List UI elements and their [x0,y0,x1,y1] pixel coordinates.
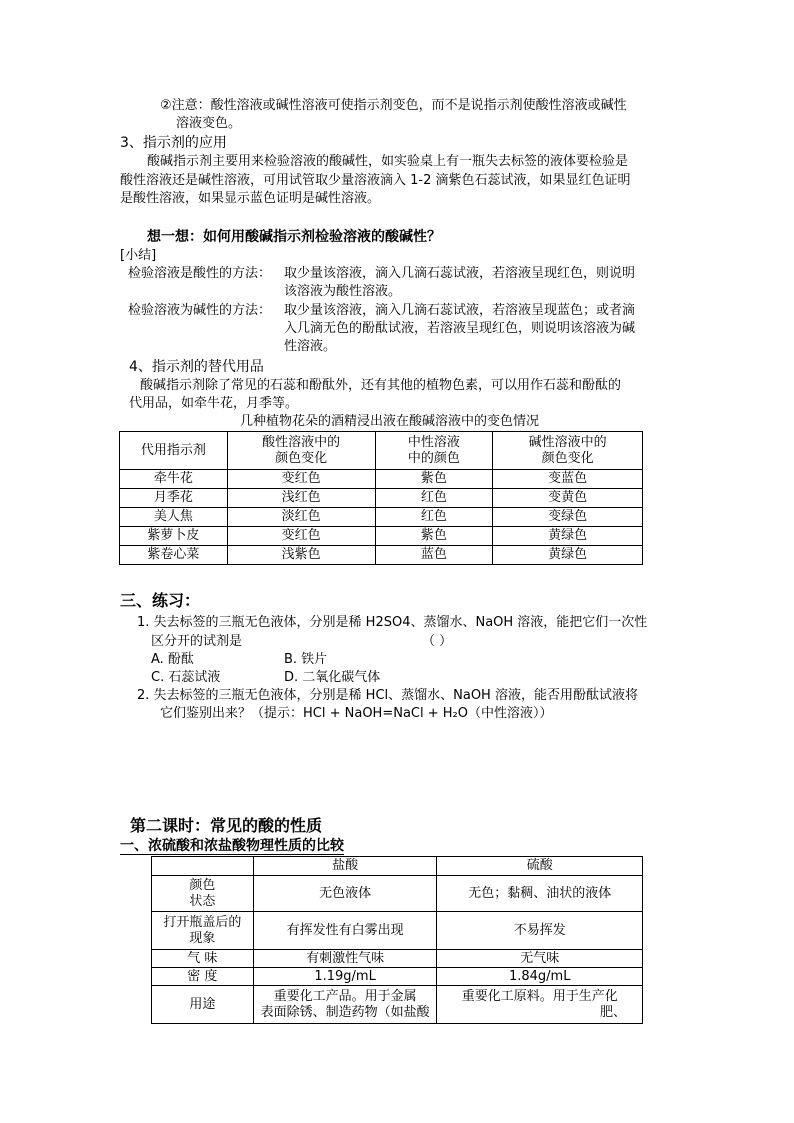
substitutes-line-1: 酸碱指示剂除了常见的石蕊和酚酞外，还有其他的植物色素，可以用作石蕊和酚酞的 [140,378,622,393]
summary-tag: [小结] [120,248,157,263]
question-2-line-1: 2. 失去标签的三瓶无色液体，分别是稀 HCl、蒸馏水、NaOH 溶液，能否用酚酞试液将 [137,688,638,703]
option-c: C. 石蕊试液 [151,670,221,685]
table1-caption: 几种植物花朵的酒精浸出液在酸碱溶液中的变色情况 [240,414,540,429]
table-cell: 淡红色 [227,508,375,527]
header-text: 碱性溶液中的 [528,434,607,450]
table-cell: 美人焦 [120,508,228,527]
table-cell: 1.84g/mL [437,968,643,986]
substitutes-line-2: 代用品，如牵牛花，月季等。 [129,396,299,411]
table-cell: 1.19g/mL [253,968,437,986]
acid-method-line-1: 取少量该溶液，滴入几滴石蕊试液，若溶液呈现红色，则说明 [284,266,636,281]
row-label-text: 状态 [189,893,216,909]
header-text: 代用指示剂 [140,442,206,458]
table-cell [437,986,643,1024]
note-line-2 [176,115,241,133]
heading-indicator-application: 3、指示剂的应用 [120,135,227,151]
use-text: 重要化工原料。用于生产化 [461,988,618,1004]
table1-header-cell [120,432,228,470]
table-row [120,489,643,508]
header-text: 中的颜色 [407,450,460,466]
table-row [152,968,643,986]
lesson2-subtitle-text: 一、浓硫酸和浓盐酸物理性质的比较 [120,838,344,854]
table-row [120,527,643,546]
table1-header-cell [375,432,493,470]
table-row [152,986,643,1024]
question-1-line-2: 区分开的试剂是 [151,634,243,649]
table-cell: 黄绿色 [493,527,643,546]
table-cell: 无色；黏稠、油状的液体 [437,876,643,912]
header-text: 颜色变化 [541,450,594,466]
lesson2-subtitle [120,837,344,855]
table-cell: 黄绿色 [493,546,643,565]
table-cell: 蓝色 [375,546,493,565]
table2-header-h2so4: 硫酸 [437,857,643,876]
option-d: D. 二氧化碳气体 [284,670,381,685]
table-row [120,470,643,489]
table-cell: 变蓝色 [493,470,643,489]
table-cell: 变黄色 [493,489,643,508]
lesson2-title: 第二课时：常见的酸的性质 [130,816,323,835]
acid-method-line-2: 该溶液为酸性溶液。 [284,284,402,299]
header-text: 中性溶液 [407,434,460,450]
table-cell [253,986,437,1024]
header-text: 颜色变化 [275,450,328,466]
note-line-1: ②注意：酸性溶液或碱性溶液可使指示剂变色，而不是说指示剂使酸性溶液或碱性 [160,98,627,113]
base-method-line-1: 取少量该溶液，滴入几滴石蕊试液，若溶液呈现蓝色；或者滴 [284,303,636,318]
table-row [120,508,643,527]
table2-header-hcl: 盐酸 [253,857,437,876]
table-cell: 有刺激性气味 [253,950,437,968]
row-label [152,876,254,912]
table-cell: 紫萝卜皮 [120,527,228,546]
table-cell: 牵牛花 [120,470,228,489]
paragraph-line-2: 酸性溶液还是碱性溶液，可用试管取少量溶液滴入 1-2 滴紫色石蕊试液，如果显红色证明 [120,173,631,188]
base-method-label: 检验溶液为碱性的方法： [128,303,272,318]
table-cell: 月季花 [120,489,228,508]
practice-title: 三、练习： [120,591,201,610]
use-text: 重要化工产品。用于金属 [273,988,417,1004]
table-cell: 无气味 [437,950,643,968]
heading-indicator-substitutes: 4、指示剂的替代用品 [129,359,264,375]
use-text: 肥、 [599,1004,626,1020]
paragraph-line-3: 是酸性溶液，如果显示蓝色证明是碱性溶液。 [120,191,381,206]
table-cell: 变红色 [227,470,375,489]
row-label [152,912,254,950]
table2-header-row [152,857,643,876]
table-cell: 浅紫色 [227,546,375,565]
table-row [152,876,643,912]
table1-header-cell [493,432,643,470]
option-b: B. 铁片 [284,652,328,667]
row-label-text: 颜色 [189,877,216,893]
plant-indicator-table [119,431,643,565]
table-cell: 红色 [375,508,493,527]
row-label: 密 度 [152,968,254,986]
question-1-line-1: 1. 失去标签的三瓶无色液体，分别是稀 H2SO4、蒸馏水、NaOH 溶液，能把它们一次性 [137,615,648,630]
base-method-line-2: 入几滴无色的酚酞试液，若溶液呈现红色，则说明该溶液为碱 [284,321,636,336]
table-cell: 不易挥发 [437,912,643,950]
acid-method-label: 检验溶液是酸性的方法： [128,266,272,281]
option-a: A. 酚酞 [151,652,194,667]
table-cell: 变绿色 [493,508,643,527]
base-method-line-3: 性溶液。 [284,339,337,354]
table-cell: 浅红色 [227,489,375,508]
question-2-line-2: 它们鉴别出来？（提示：HCl + NaOH=NaCl + H₂O（中性溶液）） [160,706,553,721]
table-row [152,950,643,968]
row-label: 气 味 [152,950,254,968]
table1-header-row [120,432,643,470]
row-label: 用途 [152,986,254,1024]
table-cell: 紫卷心菜 [120,546,228,565]
table1-header-cell [227,432,375,470]
table-row [120,546,643,565]
row-label-text: 打开瓶盖后的 [163,914,242,930]
table-cell: 红色 [375,489,493,508]
table-row [152,912,643,950]
table2-header-empty [152,857,254,876]
use-text: 表面除锈、制造药物（如盐酸 [260,1004,430,1020]
table-cell: 紫色 [375,470,493,489]
table-cell: 无色液体 [253,876,437,912]
note-line-2-text: 溶液变色。 [176,116,242,131]
header-text: 酸性溶液中的 [262,434,341,450]
table-cell: 紫色 [375,527,493,546]
question-1-answer-blank: （ ） [422,634,453,649]
table-cell: 有挥发性有白雾出现 [253,912,437,950]
think-prompt: 想一想：如何用酸碱指示剂检验溶液的酸碱性？ [147,229,441,245]
paragraph-line-1: 酸碱指示剂主要用来检验溶液的酸碱性，如实验桌上有一瓶失去标签的液体要检验是 [147,154,629,169]
table-cell: 变红色 [227,527,375,546]
acid-comparison-table [151,856,643,1024]
row-label-text: 现象 [189,930,216,946]
